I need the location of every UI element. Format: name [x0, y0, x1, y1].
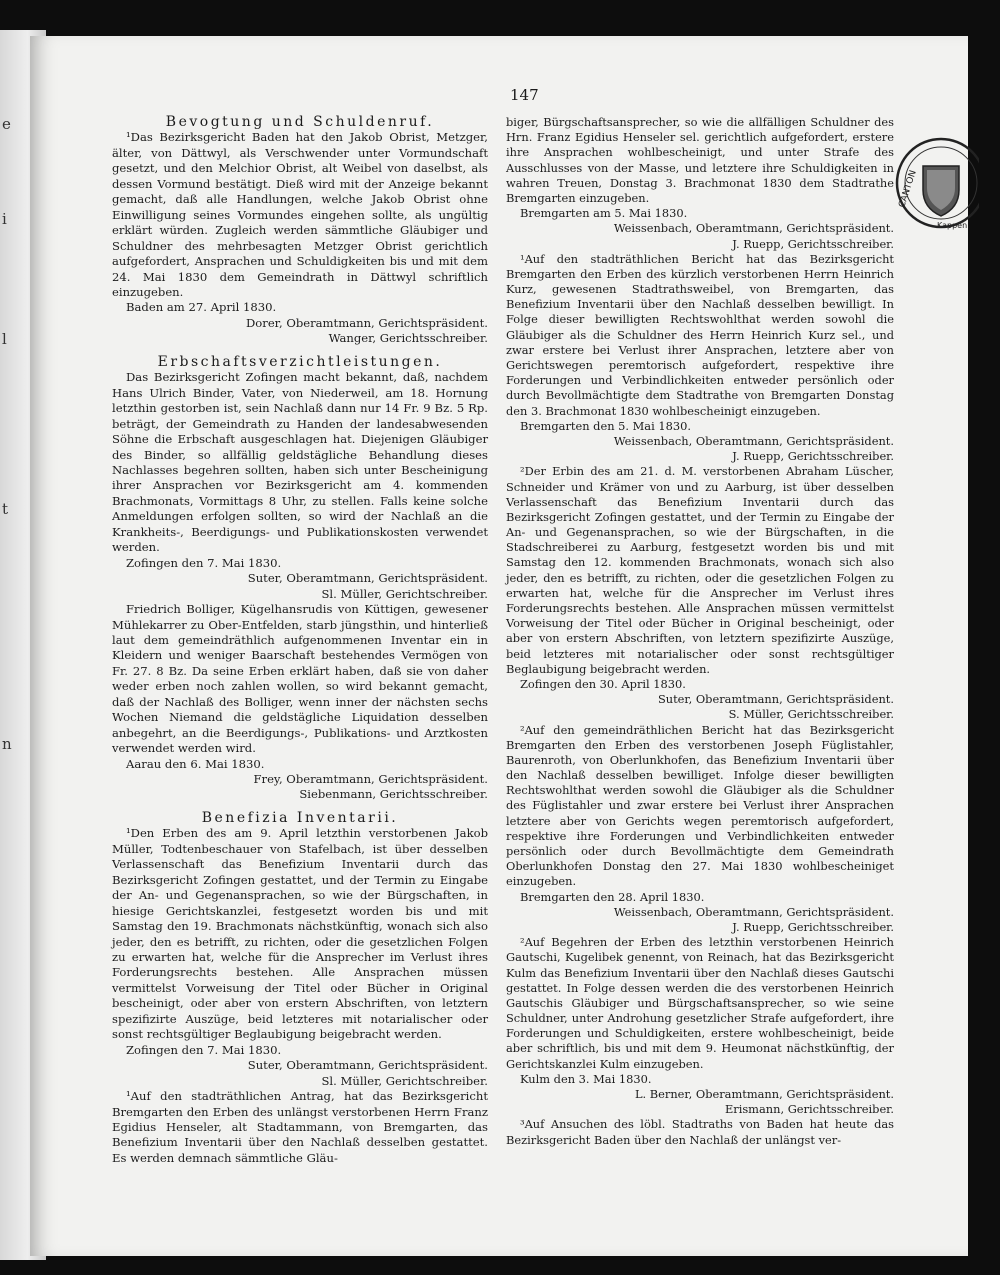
notice-date: Bremgarten den 5. Mai 1830. — [520, 418, 691, 433]
notice-signature: Erismann, Gerichtsschreiber. — [724, 1102, 894, 1117]
notice-signature: Wanger, Gerichtsschreiber. — [328, 331, 488, 346]
prev-page-char: i — [2, 210, 7, 228]
notice-date: Aarau den 6. Mai 1830. — [126, 756, 265, 771]
library-stamp — [893, 128, 979, 238]
section-heading: Erbschaftsverzichtleistungen. — [157, 353, 443, 370]
section-heading: Bevogtung und Schuldenruf. — [165, 114, 435, 130]
notice-signature: J. Ruepp, Gerichtsschreiber. — [732, 449, 894, 464]
notice-date: Zofingen den 30. April 1830. — [520, 676, 686, 691]
notice-paragraph: Friedrich Bolliger, Kügelhansrudis von Küttigen, gewesener Mühlekarrer zu Ober-Entfelden, starb jüngsthin, und hinterließ laut dem gemeindräthlich aufgenommenen Inventar ein in Kleidern und weniger Baarschaft bestehendes Vermögen von Fr. 27. 8 Bz. Da seine Erben erklärt haben, daß sie von daher weder erben noch zahlen wollen, so wird bekannt gemacht, daß der Nachlaß des Bolliger, wenn inner der nächsten sechs Wochen Niemand die geldstägliche Liquidation desselben anbegehrt, an die Beerdigungs-, Publikations- und Arztkosten verwendet werden wird. — [112, 602, 488, 756]
notice-paragraph-continued: biger, Bürgschaftsansprecher, so wie die allfälligen Schuldner des Hrn. Franz Egidius Henseler sel. gerichtlich aufgefordert, erstere ihre Ansprachen wohlbescheinigt, und unter Strafe des Ausschlusses von der Masse, und letztere ihre Schuldigkeiten in wahren Treuen, Donstag 3. Brachmonat 1830 dem Stadtrathe Bremgarten einzugeben. — [506, 115, 894, 205]
left-column — [112, 115, 488, 1166]
notice-date: Kulm den 3. Mai 1830. — [520, 1071, 652, 1086]
notice-paragraph: ¹Auf den stadträthlichen Antrag, hat das Bezirksgericht Bremgarten den Erben des unlängst verstorbenen Herrn Franz Egidius Henseler, alt Stadtammann, von Bremgarten, das Benefizium Inventarii über den Nachlaß desselben gestattet. Es werden demnach sämmtliche Gläu- — [112, 1089, 488, 1165]
notice-paragraph: ¹Das Bezirksgericht Baden hat den Jakob Obrist, Metzger, älter, von Dättwyl, als Verschwender unter Vormundschaft gesetzt, und den Melchior Obrist, alt Weibel von daselbst, als dessen Vormund bestätigt. Dieß wird mit der Anzeige bekannt gemacht, daß alle Handlungen, welche Jakob Obrist ohne Einwilligung seines Vormundes eingehen sollte, als ungültig erklärt würden. Zugleich werden sämmtliche Gläubiger und Schuldner des mehrbesagten Metzger Obrist gerichtlich aufgefordert, Ansprachen und Schuldigkeiten bis und mit dem 24. Mai 1830 dem Gemeindrath in Dättwyl schriftlich einzugeben. — [112, 130, 488, 299]
prev-page-char: n — [2, 735, 12, 753]
notice-date: Zofingen den 7. Mai 1830. — [126, 555, 282, 570]
notice-signature: Weissenbach, Oberamtmann, Gerichtspräsident. — [613, 433, 894, 448]
notice-signature: Suter, Oberamtmann, Gerichtspräsident. — [247, 1058, 488, 1073]
notice-signature: Dorer, Oberamtmann, Gerichtspräsident. — [246, 315, 488, 330]
stamp-text-2: Kappen — [937, 221, 968, 230]
notice-signature: J. Ruepp, Gerichtsschreiber. — [732, 236, 894, 251]
right-column — [506, 115, 894, 1148]
prev-page-char: e — [2, 115, 11, 133]
notice-paragraph: ²Der Erbin des am 21. d. M. verstorbenen Abraham Lüscher, Schneider und Krämer von und zu Aarburg, ist über desselben Verlassenschaft das Benefizium Inventarii durch das Bezirksgericht Zofingen gestattet, und der Termin zu Eingabe der An- und Gegenansprachen, so wie der Bürgschaften, in die Stadschreiberei zu Aarburg, festgesetzt worden bis und mit Samstag den 12. kommenden Brachmonats, wonach sich also jeder, den es betrifft, zu richten, oder die gesetzlichen Folgen zu erwarten hat, welche für die Ansprecher im Verlust ihres Forderungsrechts bestehen. Alle Ansprachen müssen vermittelst Vorweisung der Titel oder Bücher in Original bescheinigt, oder aber von erstern Abschriften, von letztern spezifizirte Auszüge, beid letzteres mit notarialischer oder sonst rechtsgültiger Beglaubigung beigebracht werden. — [506, 464, 894, 676]
notice-date: Bremgarten den 28. April 1830. — [520, 889, 705, 904]
notice-signature: Weissenbach, Oberamtmann, Gerichtspräsident. — [613, 904, 894, 919]
notice-paragraph: ²Auf den gemeindräthlichen Bericht hat das Bezirksgericht Bremgarten den Erben des verstorbenen Joseph Füglistahler, Baurenroth, von Oberlunkhofen, das Benefizium Inventarii über den Nachlaß desselben bewilliget. Infolge dieser bewilligten Rechtswohlthat werden sowohl die Gläubiger als die Schuldner des Füglistahler und zwar erstere bei Verlust ihrer Ansprachen letztere aber von Gerichts wegen peremtorisch aufgefordert, respektive ihre Forderungen und Verbindlichkeiten entweder persönlich oder durch Bevollmächtigte dem Gemeindrath Oberlunkhofen Donstag den 27. Mai 1830 wohlbescheiniget einzugeben. — [506, 722, 894, 889]
notice-date: Bremgarten am 5. Mai 1830. — [520, 206, 688, 221]
notice-signature: L. Berner, Oberamtmann, Gerichtspräsident. — [634, 1087, 894, 1101]
notice-paragraph: Das Bezirksgericht Zofingen macht bekannt, daß, nachdem Hans Ulrich Binder, Vater, von Niederweil, am 18. Hornung letzthin gestorben ist, sein Nachlaß dann nur 14 Fr. 9 Bz. 5 Rp. beträgt, der Gemeindrath zu Handen der landesabwesenden Söhne die Erbschaft ausgeschlagen hat. Diejenigen Gläubiger des Binder, so allfällig geldstägliche Behandlung dieses Nachlasses begehren sollten, haben sich unter Bescheinigung ihrer Ansprachen vor Bezirksgericht am 4. kommenden Brachmonats, Vormittags 8 Uhr, zu stellen. Falls keine solche Anmeldungen erfolgen sollten, so wird der Nachlaß an die Krankheits-, Beerdigungs- und Publikationskosten verwendet werden. — [112, 370, 488, 555]
stamp-text: CANTON — [897, 169, 919, 209]
notice-paragraph: ¹Den Erben des am 9. April letzthin verstorbenen Jakob Müller, Todtenbeschauer von Stafelbach, ist über desselben Verlassenschaft das Benefizium Inventarii durch das Bezirksgericht Zofingen gestattet, und der Termin zu Eingabe der An- und Gegenansprachen, so wie der Bürgschaften, in hiesige Gerichtskanzlei, festgesetzt worden bis und mit Samstag den 19. Brachmonats nächstkünftig, wonach sich also jeder, den es betrifft, zu richten, oder die gesetzlichen Folgen zu erwarten hat, welche für die Ansprecher im Verlust ihres Forderungsrechts bestehen. Alle Ansprachen müssen vermittelst Vorweisung der Titel oder Bücher in Original bescheinigt, oder aber von erstern Abschriften, von letztern spezifizirte Auszüge, beid letzteres mit notarialischer oder sonst rechtsgültiger Beglaubigung beigebracht werden. — [112, 826, 488, 1042]
notice-paragraph: ³Auf Ansuchen des löbl. Stadtraths von Baden hat heute das Bezirksgericht Baden über den Nachlaß der unlängst ver- — [506, 1117, 894, 1147]
notice-date: Baden am 27. April 1830. — [126, 300, 277, 315]
notice-paragraph: ²Auf Begehren der Erben des letzthin verstorbenen Heinrich Gautschi, Kugelibek genennt, von Reinach, hat das Bezirksgericht Kulm das Benefizium Inventarii über den Nachlaß dieses Gautschi gestattet. In Folge dessen werden die des verstorbenen Heinrich Gautschis Gläubiger und Bürgschaftsansprecher, so wie seine Schuldner, unter Androhung gesetzlicher Strafe aufgefordert, ihre Forderungen und Schuldigkeiten, erstere wohlbescheinigt, beide aber schriftlich, bis und mit dem 9. Heumonat nächstkünftig, der Gerichtskanzlei Kulm einzugeben. — [506, 935, 894, 1071]
notice-signature: Frey, Oberamtmann, Gerichtspräsident. — [253, 772, 488, 787]
page-number: 147 — [510, 86, 539, 104]
notice-signature: J. Ruepp, Gerichtsschreiber. — [732, 919, 894, 934]
notice-paragraph: ¹Auf den stadträthlichen Bericht hat das Bezirksgericht Bremgarten den Erben des kürzlich verstorbenen Herrn Heinrich Kurz, gewesenen Stadtrathsweibel, von Bremgarten, das Benefizium Inventarii über den Nachlaß desselben bewilligt. In Folge dieser bewilligten Rechtswohlthat werden sowohl die Gläubiger als die Schuldner des Herrn Heinrich Kurz sel., und zwar erstere bei Verlust ihrer Ansprachen, letztere aber von Gerichtswegen peremtorisch aufgefordert, respektive ihre Forderungen und Verbindlichkeiten entweder persönlich oder durch Bevollmächtigte dem Stadtrathe von Bremgarten Donstag den 3. Brachmonat 1830 wohlbescheinigt einzugeben. — [506, 251, 894, 418]
notice-signature: S. Müller, Gerichtsschreiber. — [728, 707, 894, 722]
notice-signature: Sl. Müller, Gerichtschreiber. — [321, 586, 488, 601]
notice-signature: Sl. Müller, Gerichtschreiber. — [321, 1073, 488, 1088]
notice-signature: Siebenmann, Gerichtsschreiber. — [299, 787, 488, 802]
notice-signature: Suter, Oberamtmann, Gerichtspräsident. — [657, 692, 894, 707]
prev-page-char: l — [2, 330, 7, 348]
notice-signature: Suter, Oberamtmann, Gerichtspräsident. — [247, 571, 488, 586]
notice-date: Zofingen den 7. Mai 1830. — [126, 1042, 282, 1057]
notice-signature: Weissenbach, Oberamtmann, Gerichtspräsident. — [613, 221, 894, 236]
section-heading: Benefizia Inventarii. — [201, 809, 399, 826]
prev-page-char: t — [2, 500, 9, 518]
